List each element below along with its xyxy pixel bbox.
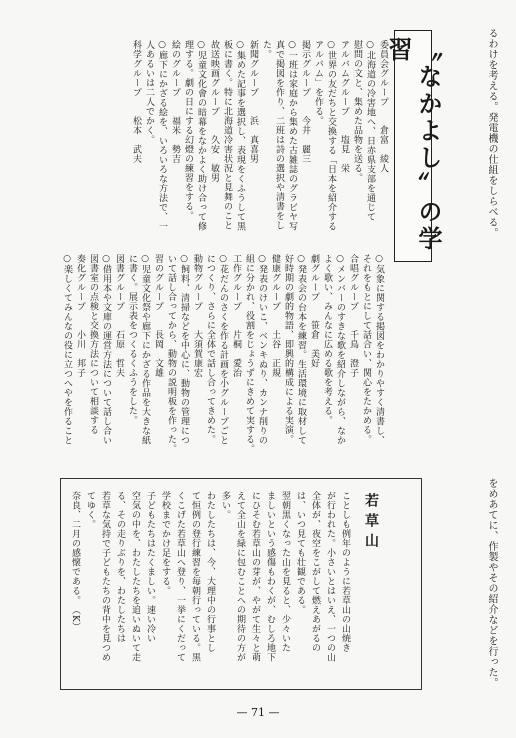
text-column: ○発表会の台本を練習。生活環境に取材して [296,254,306,445]
poem-line: 全体が、夜空をこがして燃えあがるの [310,491,320,653]
text-column: アルバムグループ 塩見 栄 [339,40,349,173]
page-title: 〝なかよし〞の学習 [384,37,443,253]
poem-line: わたしたちは、今、大理中の行事とし [205,491,215,653]
text-column: よく歌い、みんなに広める歌を考える。 [322,254,332,425]
text-column: ○北海道の冷害地へ、日赤県支部を通じて [365,40,375,222]
text-column: に書く。展示表をつくるくふうをした。 [127,254,137,425]
text-column: 好時期の劇的物語、即興的構成による実演。 [283,254,293,444]
text-column: いて話し合ってから、動物の説明板を作った。 [166,254,176,454]
text-column: 工作グループ 片桐 愛治 [231,254,241,378]
text-column: 劇グループ 笹倉 美好 [309,254,319,368]
text-column: 組に分かれ、役割をじょうずにきめて実する。 [244,254,254,454]
body-text-column: をめあてに、作製やその紹介などを行った。 [486,478,497,688]
text-column: ○気象に関する掲図をわかりやすく清書し、 [374,254,384,445]
text-column: 掲示グループ 今井 麗三 [300,40,310,164]
text-column: ○児童文化會の暗幕をなかよく助け合って修 [196,40,206,231]
poem-line: てゆく。 [85,491,95,529]
poem-line: 学校までかけ足をする。 [160,491,170,596]
text-column: 慰問の文と、集めた品物を送る。 [352,40,362,183]
poem-line: えて全山を緑に包むことへの期待の方が [235,491,245,662]
text-column: ○メンバーのすきな歌を紹介しながら、なか [335,254,345,445]
poem-line: は、いつ見ても壮観である。 [295,491,305,615]
text-column: ○一班は家庭から集めた古雑誌のグラビヤ写 [287,40,297,231]
poem-line: にひそむ若草山の芽が、やがて生々と萌 [250,491,260,662]
text-column: 板に書く。特に北海道冷害状況と見舞のこと [222,40,232,230]
text-column: 故送映画グループ 久安 敏男 [209,40,219,183]
text-column: 科学グループ 松本 武夫 [131,40,141,164]
text-column: ○飼料、清掃などを中心に、動物の管理につ [179,254,189,445]
poem-line: 多い。 [220,491,230,520]
poem-line: 子どもたちはたくましい。速い冷い [145,491,155,643]
text-column: 合唱グループ 千鳥 澄子 [348,254,358,378]
text-column: ○発表のけいこ、ベンキぬり、カンナ削りの [257,254,267,445]
text-column: ○楽しくてみんなの役に立つへやを作ること [62,254,72,445]
poem-line: 若草な気持で子どもたちの背中を見つめ [100,491,110,662]
poem-line: 奈良、二月の感懐である。 （K） [70,491,80,632]
text-column: ○花だんのさくを作る計画を小グループごと [218,254,228,445]
text-column: ○集めた記事を選択し、表現をくふうして黒 [235,40,245,231]
text-column: ○世界の友だちと交換する「日本を紹介する [326,40,336,231]
poem-line: くこげた若草山へ登り、一挙にくだって [175,491,185,662]
text-column: 委員会グループ 倉富 綾人 [378,40,388,173]
text-column: 奏化グループ 小川 邦子 [75,254,85,378]
text-column: 健康グループ 土谷 正規 [270,254,280,378]
text-column: 習のグループ 長岡 文雄 [153,254,163,378]
poem-line: 翌朝黒くなった山を見ると、少々いた [280,491,290,653]
text-column: 真で掲図を作り、二班は詩の選択や清書をし [274,40,284,230]
text-column: ○児童文化祭や廊下にかざる作品を大きな紙 [140,254,150,445]
text-column: 絵のグループ 福米 勢吉 [170,40,180,164]
text-column: ○廊下にかざる絵を、いろいろな方法で、一 [157,40,167,231]
poem-line: る、その走りぶりを、わたしたちは [115,491,125,643]
text-column: ○借用本や文庫の運営方法について話し合い [101,254,111,445]
poem-title: 若草山 [363,493,379,553]
poem-box [60,478,422,690]
text-column: アルバム」を作る。 [313,40,323,126]
text-column: 図書グループ 石原 哲夫 [114,254,124,378]
poem-line: 空気の中を、わたしたちを追いぬいて走 [130,491,140,662]
poem-line: ましいという感傷もわくが、むしろ地下 [265,491,275,662]
text-column: 人あるいは二人でかく。 [144,40,154,145]
text-column: それをもとにして話合い、関心をたかめる。 [361,254,371,444]
poem-line: が行われた。小さいとはいえ、一つの山 [325,491,335,662]
text-column: につくり、さらに全体で話し合ってきめた。 [205,254,215,444]
text-column: た。 [261,40,271,59]
body-text-column: るわけを考える。発電機の仕組をしらべる。 [486,28,497,238]
poem-line: ことしも例年のように若草山の山焼き [340,491,350,653]
page-number: — 71 — [236,706,280,719]
poem-line: て恒例の登行練習を毎朝行っている。黒 [190,491,200,662]
text-column: 図書室の点検と交換方法について相談する [88,254,98,435]
text-column: 動物グループ 大須賀康宏 [192,254,202,378]
text-column: 理する。劇の日にする幻燈の練習をする。 [183,40,193,221]
text-column: 新聞グループ 浜 真喜男 [248,40,258,164]
title-box [384,30,443,262]
